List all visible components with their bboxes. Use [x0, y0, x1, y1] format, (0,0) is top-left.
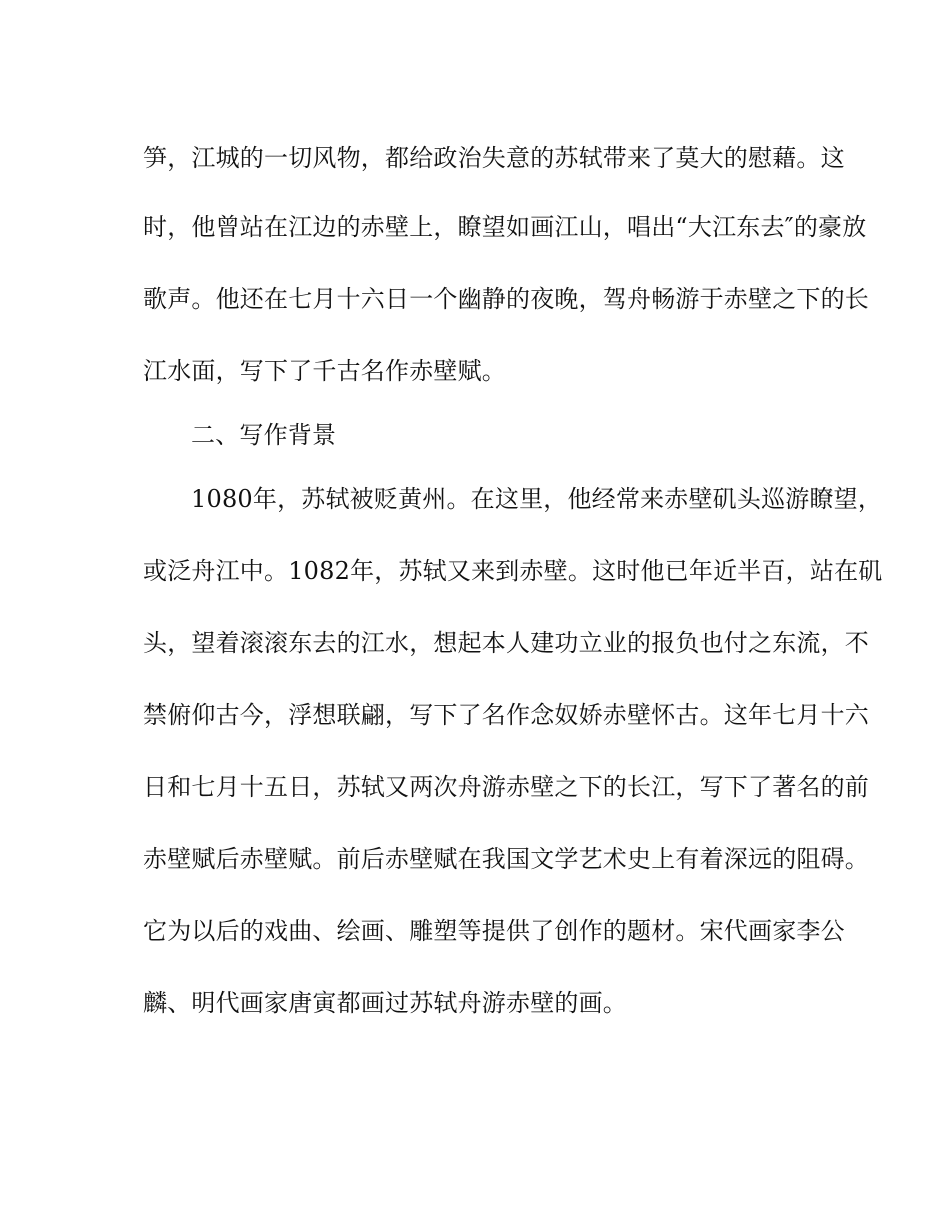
paragraph-line: 赤壁赋后赤壁赋。前后赤壁赋在我国文学艺术史上有着深远的阻碍。 — [143, 845, 869, 873]
paragraph-line: 时，他曾站在江边的赤壁上，瞭望如画江山，唱出“大江东去″的豪放 — [143, 213, 867, 241]
paragraph-line: 禁俯仰古今，浮想联翩，写下了名作念奴娇赤壁怀古。这年七月十六 — [143, 701, 869, 729]
paragraph-line: 或泛舟江中。1082年，苏轼又来到赤壁。这时他已年近半百，站在矶 — [143, 557, 883, 585]
paragraph-line: 笋，江城的一切风物，都给政治失意的苏轼带来了莫大的慰藉。这 — [143, 144, 845, 172]
section-heading: 二、写作背景 — [191, 421, 337, 449]
paragraph-line: 它为以后的戏曲、绘画、雕塑等提供了创作的题材。宋代画家李公 — [143, 917, 845, 945]
paragraph-line: 头，望着滚滚东去的江水，想起本人建功立业的报负也付之东流，不 — [143, 629, 869, 657]
paragraph-line: 1080年，苏轼被贬黄州。在这里，他经常来赤壁矶头巡游瞭望， — [191, 485, 883, 513]
paragraph-line: 日和七月十五日，苏轼又两次舟游赤壁之下的长江，写下了著名的前 — [143, 773, 869, 801]
paragraph-line: 江水面，写下了千古名作赤壁赋。 — [143, 357, 506, 385]
paragraph-line: 歌声。他还在七月十六日一个幽静的夜晚，驾舟畅游于赤壁之下的长 — [143, 285, 869, 313]
paragraph-line: 麟、明代画家唐寅都画过苏轼舟游赤壁的画。 — [143, 989, 627, 1017]
